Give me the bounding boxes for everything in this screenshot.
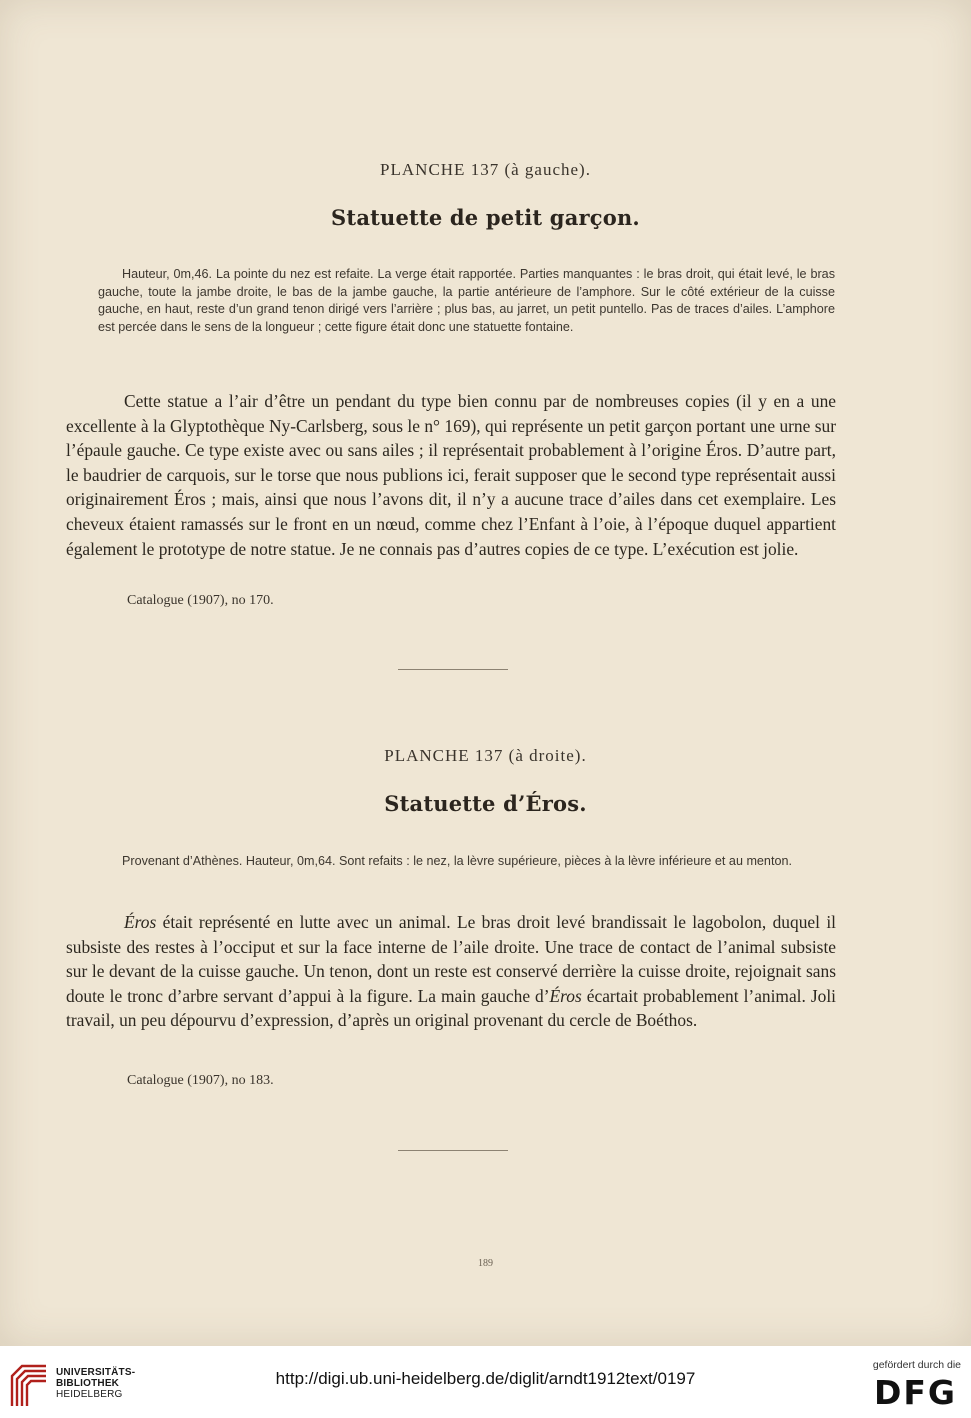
plate-heading-right: PLANCHE 137 (à droite).: [384, 746, 587, 765]
body-paragraph-2: [66, 910, 836, 1033]
section-title-petit-garcon: Statuette de petit garçon.: [331, 205, 640, 230]
plate-heading-left: PLANCHE 137 (à gauche).: [380, 160, 591, 179]
section-title-eros: Statuette d’Éros.: [384, 791, 587, 816]
catalog-reference-1: Catalogue (1907), no 170.: [127, 593, 274, 608]
body-paragraph-2-part1: était représenté en lutte avec un animal. Le bras droit levé brandissait le lagobolon, duquel il subsiste des restes à l’occiput et sur la face interne de l’aile droite. Une trace de contact de l’animal subsiste sur le devant de la cuisse gauche. Un tenon, dont un reste est conservé derrière la cuisse droite, rejoignait sans doute le tronc d’arbre servant d’appui à la figure. La main gauche d’: [66, 912, 836, 1006]
library-name-line3: HEIDELBERG: [56, 1389, 123, 1400]
description-note-1: Hauteur, 0m,46. La pointe du nez est refaite. La verge était rapportée. Parties manquantes : le bras droit, qui était levé, le bras gauche, toute la jambe droite, le bas de la jambe gauche, la partie antérieure de l’amphore. Sur le côté extérieur de la cuisse gauche, en haut, reste d’un grand tenon dirigé vers l’arrière ; plus bas, au jarret, un petit puntello. Pas de traces d’ailes. L’amphore est percée dans le sens de la longueur ; cette figure était donc une statuette fontaine.: [98, 267, 835, 334]
funding-label: gefördert durch die: [872, 1359, 961, 1371]
dfg-logo: DFG: [873, 1373, 957, 1412]
library-name-line1: UNIVERSITÄTS-: [56, 1367, 136, 1378]
body-paragraph-2-part2: écartait probablement l’animal. Joli travail, un peu dépourvu d’expression, d’après un original provenant du cercle de Boéthos.: [66, 985, 836, 1031]
eros-italic-2: Éros: [549, 985, 582, 1006]
catalog-reference-2: Catalogue (1907), no 183.: [127, 1073, 274, 1088]
page-number: 189: [478, 1258, 493, 1269]
body-paragraph-1: Cette statue a l’air d’être un pendant du type bien connu par de nombreuses copies (il y en a une excellente à la Glyptothèque Ny-Carlsberg, sous le n° 169), qui représente un petit garçon portant une urne sur l’épaule gauche. Ce type existe avec ou sans ailes ; il représentait probablement à l’origine Éros. D’autre part, le baudrier de carquois, sur le torse que nous publions ici, ferait supposer que le second type représentait aussi originairement Éros ; mais, ainsi que nous l’avons dit, il n’y a aucune trace d’ailes dans cet exemplaire. Les cheveux étaient ramassés sur le front en un nœud, comme chez l’Enfant à l’oie, à l’époque duquel appartient également le prototype de notre statue. Je ne connais pas d’autres copies de ce type. L’exécution est jolie.: [66, 391, 836, 559]
eros-italic-1: Éros: [124, 912, 157, 932]
description-note-2: Provenant d’Athènes. Hauteur, 0m,64. Sont refaits : le nez, la lèvre supérieure, pièces à la lèvre inférieure et au menton.: [122, 854, 792, 868]
section-divider-2: [398, 1150, 508, 1151]
library-name-line2: BIBLIOTHEK: [56, 1378, 120, 1389]
permalink-url[interactable]: http://digi.ub.uni-heidelberg.de/diglit/arndt1912text/0197: [275, 1369, 696, 1388]
section-divider-1: [398, 669, 508, 670]
viewer-footer: [0, 1346, 971, 1418]
